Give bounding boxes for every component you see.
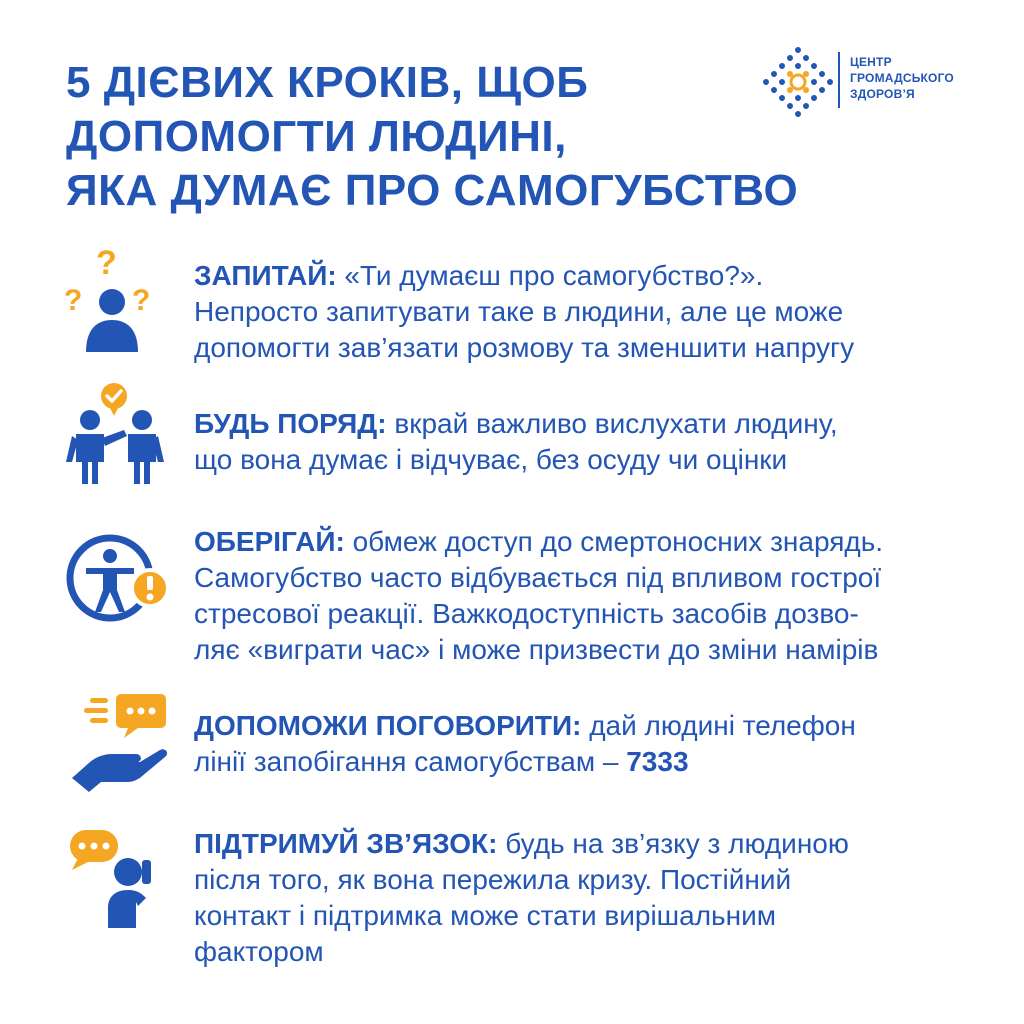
step-first-line xyxy=(194,826,994,862)
logo-wordmark xyxy=(850,54,954,102)
step-intro: будь на зв’язку з людиною xyxy=(497,828,849,859)
step-line: допомогти зав’язати розмову та зменшити напругу xyxy=(194,332,855,363)
hand-chat-bubble-icon xyxy=(62,690,174,802)
logo-line: ГРОМАДСЬКОГО xyxy=(850,71,954,85)
svg-text:?: ? xyxy=(96,244,117,282)
step-line: що вона думає і відчуває, без осуду чи оцінки xyxy=(194,444,788,475)
title-line: 5 ДІЄВИХ КРОКІВ, ЩОБ xyxy=(66,58,589,107)
svg-text:?: ? xyxy=(64,284,83,317)
person-phone-chat-icon xyxy=(62,824,174,936)
title-line: ДОПОМОГТИ ЛЮДИНІ, xyxy=(66,112,567,161)
step-heading: ОБЕРІГАЙ: xyxy=(194,526,345,557)
step-text xyxy=(194,258,994,366)
step-heading: ЗАПИТАЙ: xyxy=(194,260,337,291)
step-line: фактором xyxy=(194,936,324,967)
step-line xyxy=(194,744,994,780)
logo-line: ЦЕНТР xyxy=(850,55,892,69)
step-heading: БУДЬ ПОРЯД: xyxy=(194,408,387,439)
step-line-text: лінії запобігання самогубствам – xyxy=(194,746,627,777)
step-first-line xyxy=(194,406,994,442)
step-heading: ПІДТРИМУЙ ЗВ’ЯЗОК: xyxy=(194,828,498,859)
person-question-icon xyxy=(62,244,174,356)
step-line: стресової реакції. Важкодоступність засобів дозво- xyxy=(194,598,859,629)
step-line: Непросто запитувати таке в людини, але це може xyxy=(194,296,844,327)
step-first-line xyxy=(194,708,994,744)
hotline-number: 7333 xyxy=(626,746,689,777)
step-first-line xyxy=(194,524,994,560)
step-text xyxy=(194,708,994,780)
two-people-support-icon xyxy=(62,380,174,492)
logo-divider xyxy=(838,52,840,108)
step-line: контакт і підтримка може стати вирішальним xyxy=(194,900,776,931)
step-intro: «Ти думаєш про самогубство?». xyxy=(336,260,764,291)
page-title xyxy=(66,56,799,218)
step-line: Самогубство часто відбувається під впливом гострої xyxy=(194,562,882,593)
step-heading: ДОПОМОЖИ ПОГОВОРИТИ: xyxy=(194,710,582,741)
step-text xyxy=(194,406,994,478)
step-intro: вкрай важливо вислухати людину, xyxy=(386,408,838,439)
step-text xyxy=(194,826,994,970)
step-line: після того, як вона пережила кризу. Постійний xyxy=(194,864,792,895)
protect-person-warning-icon xyxy=(62,522,174,634)
svg-text:?: ? xyxy=(132,284,151,317)
title-line: ЯКА ДУМАЄ ПРО САМОГУБСТВО xyxy=(66,166,799,215)
step-first-line xyxy=(194,258,994,294)
step-line: ляє «виграти час» і може призвести до зміни намірів xyxy=(194,634,879,665)
logo-line: ЗДОРОВ’Я xyxy=(850,87,915,101)
step-intro: обмеж доступ до смертоносних знарядь. xyxy=(344,526,884,557)
step-text xyxy=(194,524,994,668)
step-intro: дай людині телефон xyxy=(581,710,856,741)
